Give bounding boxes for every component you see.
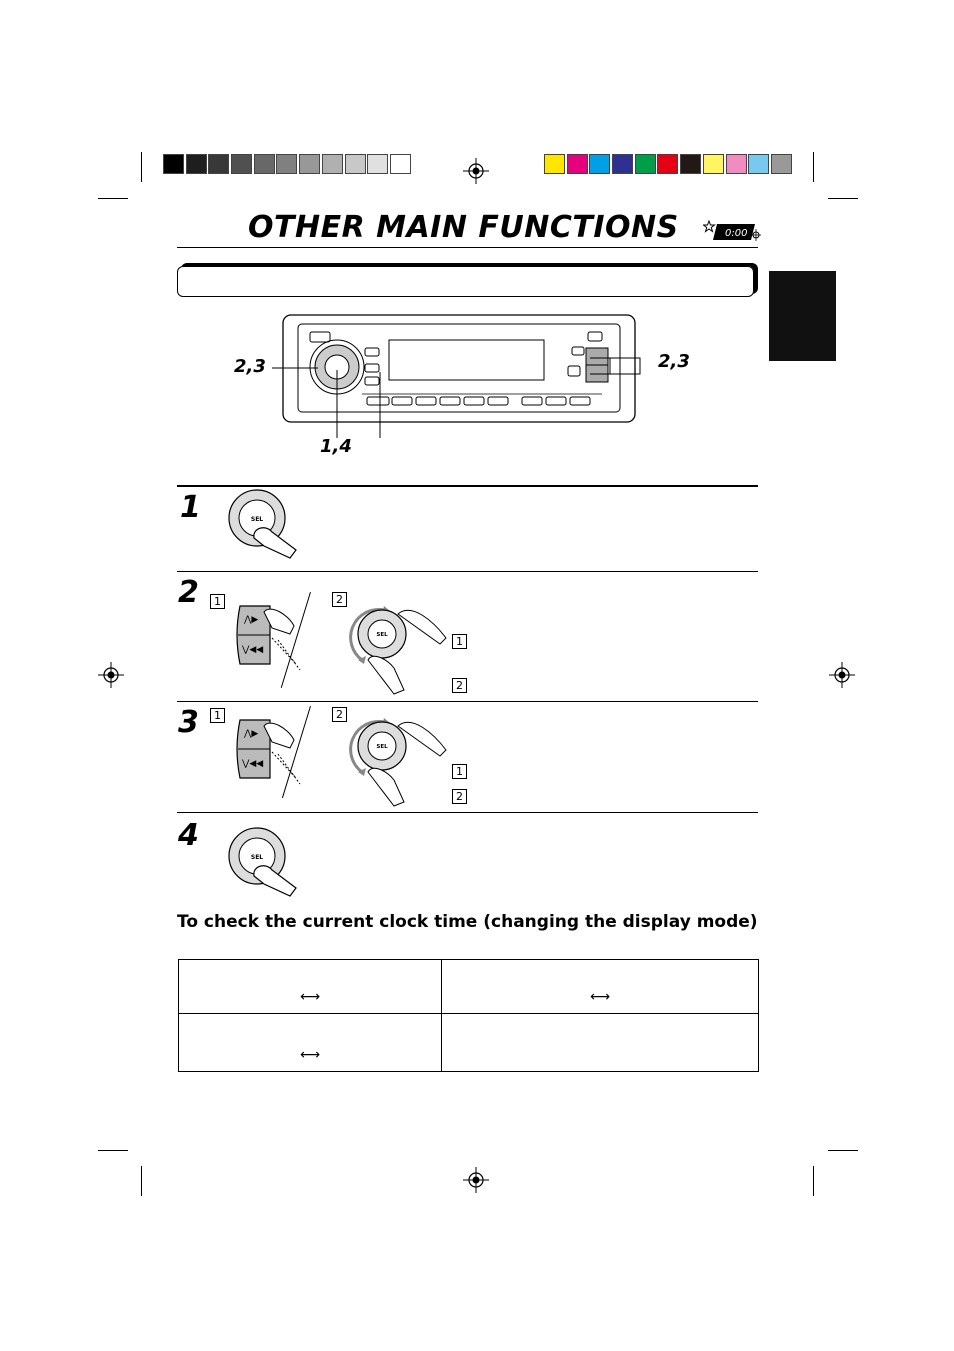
step-number: 2 bbox=[178, 575, 199, 610]
clock-check-heading: To check the current clock time (changing the display mode) bbox=[177, 912, 758, 932]
callout-knob-label: 2,3 bbox=[234, 356, 266, 377]
clock-display-icon bbox=[703, 220, 761, 242]
color-swatch bbox=[345, 154, 366, 174]
sel-knob-label: SEL bbox=[376, 744, 388, 750]
step-divider bbox=[177, 812, 758, 813]
crop-mark bbox=[813, 152, 814, 182]
color-swatch bbox=[635, 154, 656, 174]
language-side-tab bbox=[769, 271, 836, 361]
color-swatch bbox=[163, 154, 184, 174]
callout-bottom-label: 1,4 bbox=[320, 436, 352, 457]
crop-mark bbox=[813, 1166, 814, 1196]
registration-mark-icon bbox=[463, 1167, 489, 1193]
registration-mark-icon bbox=[463, 158, 489, 184]
list-step-number: 1 bbox=[452, 764, 467, 779]
color-swatch bbox=[657, 154, 678, 174]
callout-lines bbox=[260, 350, 650, 440]
table-cell bbox=[442, 960, 759, 1014]
color-swatch bbox=[703, 154, 724, 174]
clock-display-text: 0:00 bbox=[725, 228, 748, 239]
color-swatch bbox=[186, 154, 207, 174]
sub-step-number: 2 bbox=[332, 592, 347, 607]
color-swatch bbox=[322, 154, 343, 174]
double-arrow-icon: ⟷ bbox=[299, 1047, 321, 1063]
title-rule bbox=[177, 247, 758, 248]
section-header-box bbox=[177, 266, 754, 297]
color-swatch bbox=[254, 154, 275, 174]
table-cell bbox=[442, 1014, 759, 1072]
color-swatch bbox=[367, 154, 388, 174]
step-divider bbox=[177, 701, 758, 702]
color-swatch bbox=[299, 154, 320, 174]
step-divider bbox=[177, 571, 758, 572]
color-swatch bbox=[567, 154, 588, 174]
sel-knob-press-illustration bbox=[224, 826, 304, 906]
sel-knob-label: SEL bbox=[376, 632, 388, 638]
color-swatch bbox=[231, 154, 252, 174]
color-swatch bbox=[680, 154, 701, 174]
sel-knob-label: SEL bbox=[250, 516, 264, 523]
registration-mark-icon bbox=[98, 662, 124, 688]
table-cell bbox=[179, 1014, 442, 1072]
list-step-number: 1 bbox=[452, 634, 467, 649]
crop-mark bbox=[141, 152, 142, 182]
gray-calibration-bar bbox=[163, 154, 413, 176]
color-swatch bbox=[390, 154, 411, 174]
step-number: 3 bbox=[178, 705, 199, 740]
svg-text:⋁◀◀: ⋁◀◀ bbox=[242, 759, 264, 769]
double-arrow-icon: ⟷ bbox=[299, 989, 321, 1005]
sub-step-number: 1 bbox=[210, 594, 225, 609]
double-arrow-icon: ⟷ bbox=[589, 989, 611, 1005]
color-swatch bbox=[771, 154, 792, 174]
callout-buttons-label: 2,3 bbox=[658, 351, 690, 372]
list-step-number: 2 bbox=[452, 678, 467, 693]
color-calibration-bar bbox=[544, 154, 794, 176]
crop-mark bbox=[98, 1150, 128, 1151]
crop-mark bbox=[828, 198, 858, 199]
step-number: 1 bbox=[180, 490, 201, 525]
up-down-button-press-illustration bbox=[230, 714, 310, 804]
crop-mark bbox=[141, 1166, 142, 1196]
color-swatch bbox=[544, 154, 565, 174]
svg-text:⋀▶: ⋀▶ bbox=[244, 615, 259, 625]
color-swatch bbox=[748, 154, 769, 174]
table-cell bbox=[179, 960, 442, 1014]
sel-knob-press-illustration bbox=[224, 488, 304, 568]
list-step-number: 2 bbox=[452, 789, 467, 804]
crop-mark bbox=[828, 1150, 858, 1151]
display-mode-table bbox=[178, 959, 759, 1072]
sel-knob-label: SEL bbox=[250, 854, 264, 861]
color-swatch bbox=[276, 154, 297, 174]
color-swatch bbox=[726, 154, 747, 174]
color-swatch bbox=[208, 154, 229, 174]
rotate-knob-illustration bbox=[342, 710, 452, 810]
color-swatch bbox=[612, 154, 633, 174]
step-divider bbox=[177, 485, 758, 487]
up-down-button-press-illustration bbox=[230, 600, 310, 690]
sub-step-number: 2 bbox=[332, 707, 347, 722]
svg-text:⋀▶: ⋀▶ bbox=[244, 729, 259, 739]
sub-step-number: 1 bbox=[210, 708, 225, 723]
rotate-knob-illustration bbox=[342, 598, 452, 698]
step-number: 4 bbox=[178, 818, 199, 853]
color-swatch bbox=[589, 154, 610, 174]
page-title: OTHER MAIN FUNCTIONS bbox=[248, 210, 679, 245]
crop-mark bbox=[98, 198, 128, 199]
registration-mark-icon bbox=[829, 662, 855, 688]
svg-text:⋁◀◀: ⋁◀◀ bbox=[242, 645, 264, 655]
